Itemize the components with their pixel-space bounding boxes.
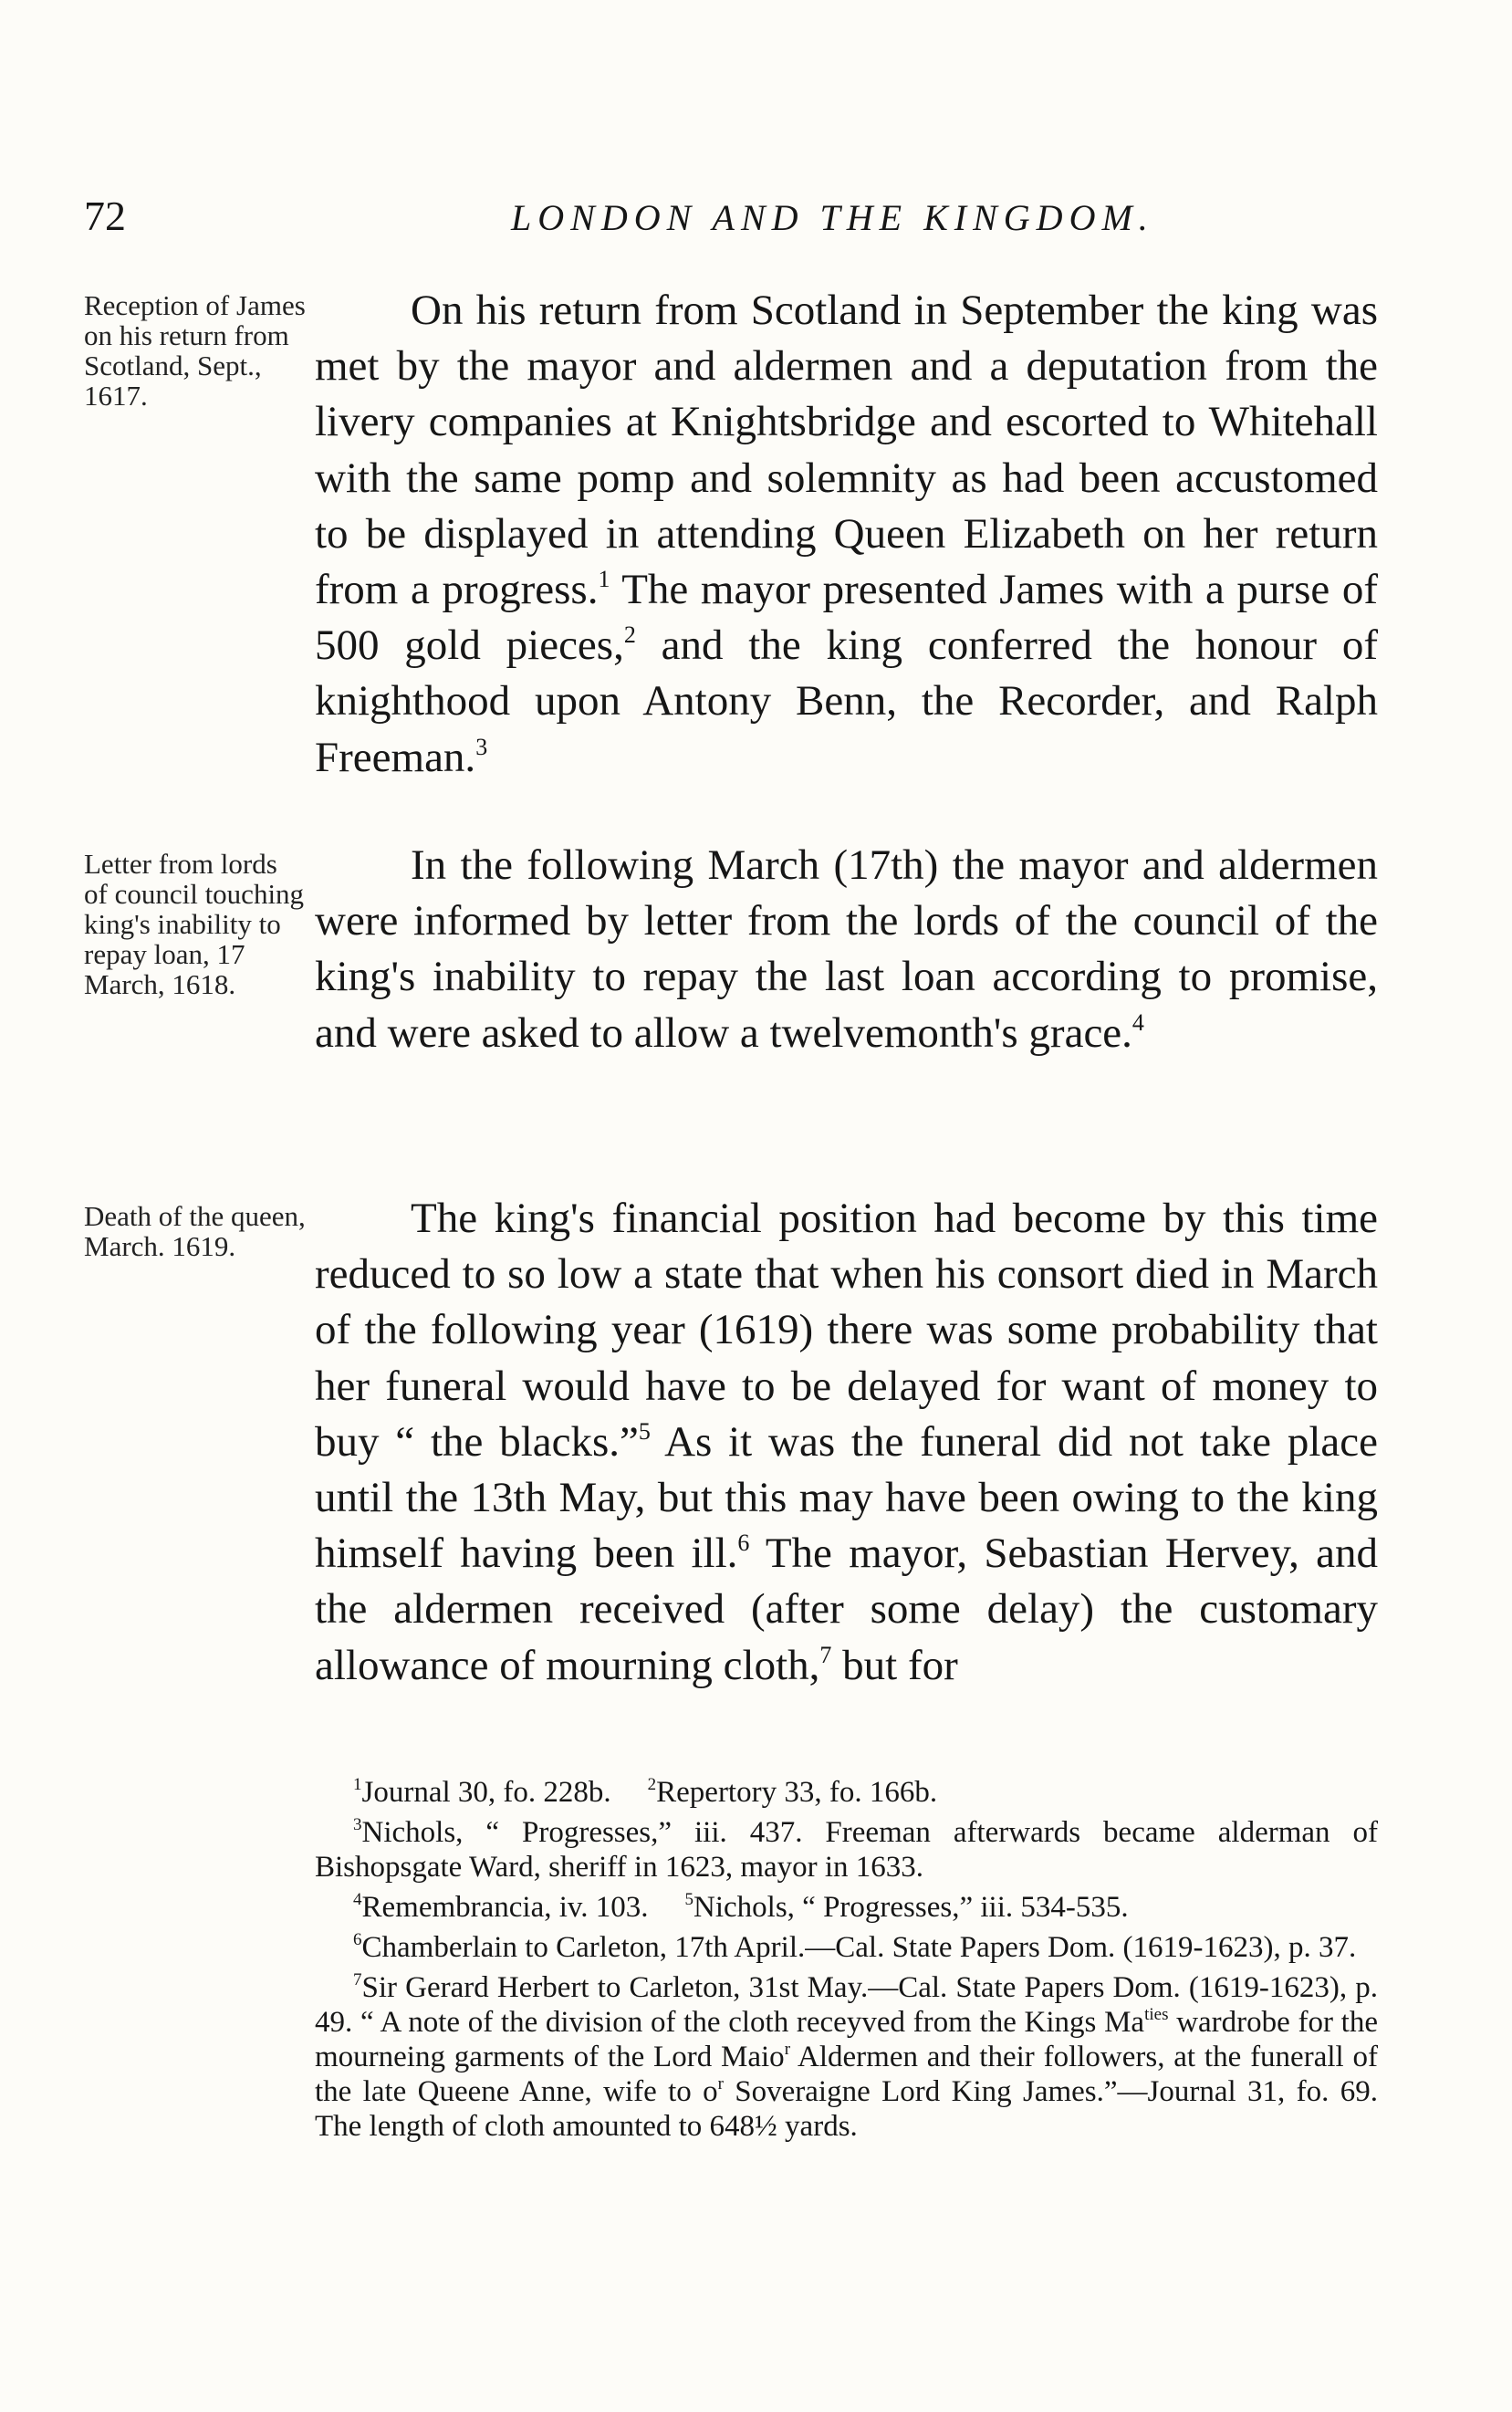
footnote-ref: 4 (1131, 1008, 1144, 1036)
footnote-text: wardrobe for the mourneing garments of the Lord Maio (315, 2006, 1378, 2073)
footnote-number: 1 (353, 1775, 362, 1794)
paragraph-text: and the king conferred the honour of knighthood upon Antony Benn, the Recorder, and Ralph Freeman. (315, 621, 1378, 781)
paragraph-text: In the following March (17th) the mayor and aldermen were informed by letter from the lords of the council of the king's inability to repay the last loan according to promise, and were asked to allow a twelvemonth's grace. (315, 841, 1378, 1057)
footnote (315, 1930, 1378, 1965)
paragraph-text: The king's financial position had become by this time reduced to so low a state that when his consort died in March of the following year (1619) there was some probability that her funeral would have to be delayed for want of money to buy “ the blacks.” (315, 1195, 1378, 1466)
footnote-text: Repertory 33, fo. 166b. (656, 1776, 938, 1809)
running-title: LONDON AND THE KINGDOM. (511, 197, 1154, 238)
footnote-number: 5 (684, 1890, 694, 1909)
footnote-text: Aldermen and their followers, at the funerall of the late Queene Anne, wife to o (315, 2041, 1378, 2108)
footnote-row (315, 1890, 1378, 1925)
margin-note: Letter from lords of council touching king's inability to repay loan, 17 March, 1618. (84, 848, 305, 1000)
footnote-ref: 1 (598, 566, 610, 593)
paragraph-text: As it was the funeral did not take place until the 13th May, but this may have been owing to the king himself having been ill. (315, 1417, 1378, 1578)
footnote-row (315, 1775, 1378, 1810)
paragraph-text: The mayor presented James with a purse of 500 gold pieces, (315, 566, 1378, 670)
footnote (315, 1815, 1378, 1885)
footnote-text: Soveraigne Lord King James.”—Journal 31, fo. 69. The length of cloth amounted to 648½ yards. (315, 2075, 1378, 2143)
margin-note: Death of the queen, March. 1619. (84, 1200, 306, 1262)
footnote (315, 1970, 1378, 2144)
footnote-ref: 7 (819, 1641, 832, 1668)
footnote-number: 6 (353, 1930, 362, 1949)
superscript-abbrev: ties (1144, 2005, 1169, 2024)
footnote-text: Chamberlain to Carleton, 17th April.—Cal. State Papers Dom. (1619-1623), p. 37. (361, 1931, 1357, 1964)
paragraph-text: but for (831, 1641, 958, 1689)
paragraph (315, 283, 1378, 786)
footnote-text: Sir Gerard Herbert to Carleton, 31st May.—Cal. State Papers Dom. (1619-1623), p. 49. “ A note of the division of the cloth receyved from the Kings Ma (315, 1971, 1378, 2039)
page-number: 72 (84, 193, 126, 239)
footnote-ref: 6 (737, 1530, 750, 1557)
paragraph (315, 1191, 1378, 1694)
footnote-ref: 3 (475, 733, 488, 760)
footnote-text: Nichols, “ Progresses,” iii. 534-535. (693, 1891, 1129, 1924)
footnote-number: 4 (353, 1890, 362, 1909)
paragraph-text: The mayor, Sebastian Hervey, and the aldermen received (after some delay) the customary allowance of mourning cloth, (315, 1530, 1378, 1689)
footnote-text: Nichols, “ Progresses,” iii. 437. Freeman afterwards became alderman of Bishopsgate Ward, sheriff in 1623, mayor in 1633. (315, 1816, 1378, 1884)
footnote-number: 3 (353, 1815, 362, 1834)
footnote-number: 2 (647, 1775, 657, 1794)
footnote-text: Remembrancia, iv. 103. (361, 1891, 649, 1924)
footnote-ref: 5 (638, 1417, 651, 1445)
superscript-abbrev: r (717, 2074, 724, 2094)
footnote-number: 7 (353, 1970, 362, 1989)
margin-note: Reception of James on his return from Scotland, Sept., 1617. (84, 289, 306, 412)
footnote-text: Journal 30, fo. 228b. (361, 1776, 611, 1809)
footnotes (315, 1775, 1378, 2149)
superscript-abbrev: r (784, 2040, 791, 2059)
footnote-ref: 2 (623, 621, 636, 649)
paragraph-text: On his return from Scotland in September the king was met by the mayor and aldermen and a deputation from the livery companies at Knightsbridge and escorted to Whitehall with the same pomp and solemnity as had been accustomed to be displayed in attending Queen Elizabeth on her return from a progress. (315, 287, 1378, 614)
paragraph (315, 838, 1378, 1061)
